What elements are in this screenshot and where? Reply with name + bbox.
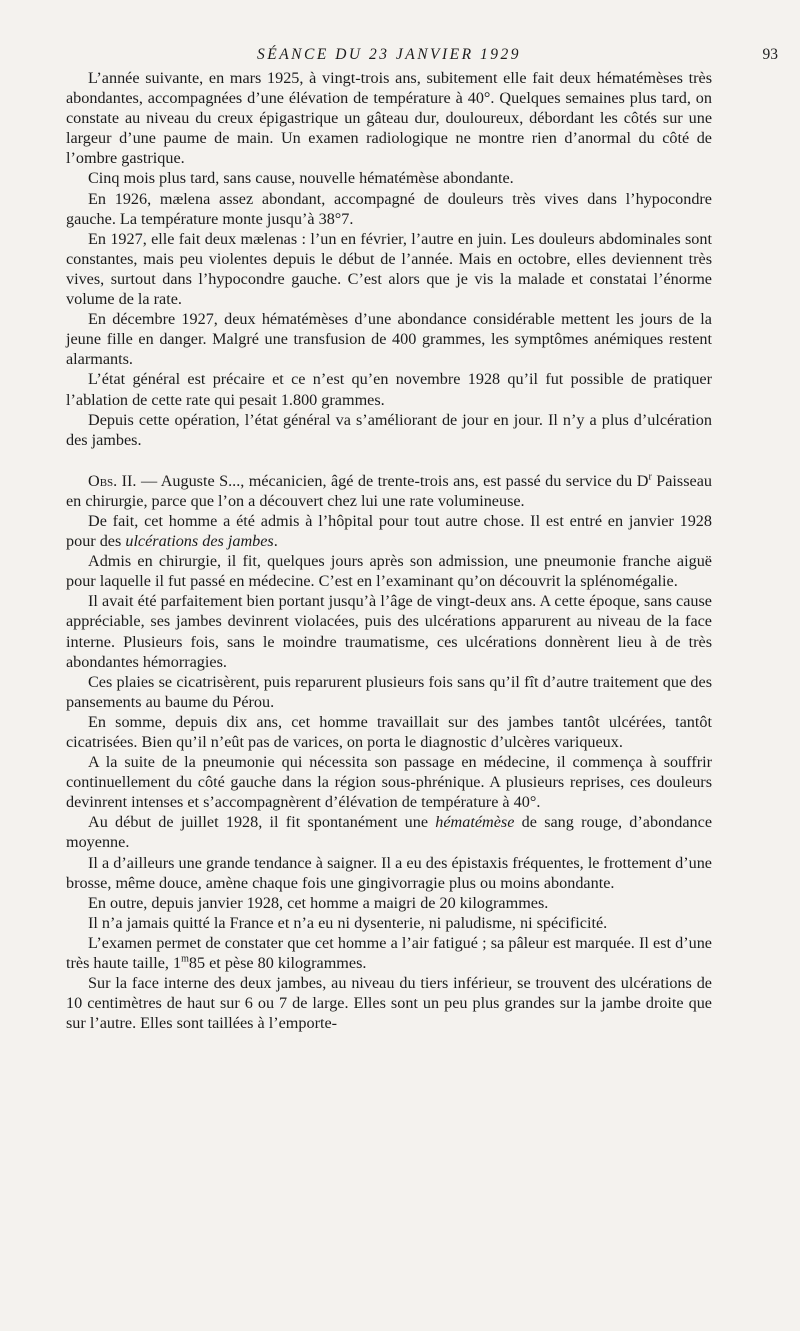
page-header xyxy=(66,36,778,68)
paragraph: En somme, depuis dix ans, cet homme travaillait sur des jambes tantôt ulcérées, tantôt cicatrisées. Bien qu’il n’eût pas de varices, on porta le diagnostic d’ulcères variqueux. xyxy=(66,712,712,751)
paragraph xyxy=(66,933,712,973)
observation-text-after: Paisseau en chirurgie, parce que l’on a découvert chez lui une rate volumineuse. xyxy=(66,471,712,510)
paragraph: Il avait été parfaitement bien portant jusqu’à l’âge de vingt-deux ans. A cette époque, sans cause appréciable, ses jambes devinrent violacées, puis des ulcérations apparurent au niveau de la face interne. Plusieurs fois, sans le moindre traumatisme, ces ulcérations donnèrent lieu à de très abondantes hémorragies. xyxy=(66,592,712,671)
text-run: 85 et pèse 80 kilogrammes. xyxy=(188,954,367,973)
page-number: 93 xyxy=(762,46,778,63)
text-run: De fait, cet homme a été admis à l’hôpital pour tout autre chose. Il est entré en janvier 1928 pour des xyxy=(66,511,712,551)
italic-term: hématémèse xyxy=(435,813,515,832)
body-text xyxy=(66,68,712,1033)
section-gap xyxy=(66,450,712,471)
paragraph: En 1927, elle fait deux mælenas : l’un en février, l’autre en juin. Les douleurs abdominales sont constantes, mais peu violentes depuis le début de l’année. Mais en octobre, elles deviennent très vives, surtout dans l’hypocondre gauche. C’est alors que je vis la malade et constatai l’énorme volume de la rate. xyxy=(66,229,712,309)
paragraph: L’état général est précaire et ce n’est qu’en novembre 1928 qu’il fut possible de pratiquer l’ablation de cette rate qui pesait 1.800 grammes. xyxy=(66,370,712,409)
paragraph: Cinq mois plus tard, sans cause, nouvelle hématémèse abondante. xyxy=(88,169,514,188)
paragraph: A la suite de la pneumonie qui nécessita son passage en médecine, il commença à souffrir continuellement du côté gauche dans la région sous-phrénique. A plusieurs reprises, ces douleurs devinrent intenses et s’accompagnèrent d’élévation de température à 40°. xyxy=(66,753,712,812)
unit-superscript: m xyxy=(181,953,189,965)
text-run: L’examen permet de constater que cet homme a l’air fatigué ; sa pâleur est marquée. Il est d’une très haute taille, 1 xyxy=(66,933,712,973)
paragraph xyxy=(66,812,712,852)
paragraph: Admis en chirurgie, il fit, quelques jours après son admission, une pneumonie franche aiguë pour laquelle il fut passé en médecine. C’est en l’examinant qu’on découvrit la splénomégalie. xyxy=(66,552,712,591)
running-title: SÉANCE DU 23 JANVIER 1929 xyxy=(257,46,521,63)
observation-paragraph xyxy=(66,471,712,511)
paragraph: L’année suivante, en mars 1925, à vingt-trois ans, subitement elle fait deux hématémèses très abondantes, accompagnées d’une élévation de température à 40°. Quelques semaines plus tard, on constate au niveau du creux épigastrique un gâteau dur, douloureux, débordant les côtés sur une largeur d’une paume de main. Un examen radiologique ne montre rien d’anormal du côté de l’ombre gastrique. xyxy=(66,69,712,168)
paragraph: Il n’a jamais quitté la France et n’a eu ni dysenterie, ni paludisme, ni spécificité. xyxy=(88,913,608,932)
paragraph: Ces plaies se cicatrisèrent, puis reparurent plusieurs fois sans qu’il fît d’autre traitement que des pansements au baume du Pérou. xyxy=(66,672,712,711)
paragraph: Depuis cette opération, l’état général va s’améliorant de jour en jour. Il n’y a plus d’ulcération des jambes. xyxy=(66,410,712,449)
paragraph: En décembre 1927, deux hématémèses d’une abondance considérable mettent les jours de la jeune fille en danger. Malgré une transfusion de 400 grammes, les symptômes anémiques restent alarmants. xyxy=(66,310,712,369)
doctor-abbrev-sup: r xyxy=(648,471,652,483)
text-run: de sang rouge, d’abondance moyenne. xyxy=(66,813,713,852)
paragraph: Il a d’ailleurs une grande tendance à saigner. Il a eu des épistaxis fréquentes, le frottement d’une brosse, même douce, amène chaque fois une gingivorragie plus ou moins abondante. xyxy=(66,853,712,892)
text-run: Au début de juillet 1928, il fit spontanément une xyxy=(88,813,436,832)
observation-text: — Auguste S..., mécanicien, âgé de trente-trois ans, est passé du service du xyxy=(136,471,637,490)
paragraph: En 1926, mælena assez abondant, accompagné de douleurs très vives dans l’hypocondre gauche. La température monte jusqu’à 38°7. xyxy=(66,189,712,228)
paragraph: Sur la face interne des deux jambes, au niveau du tiers inférieur, se trouvent des ulcérations de 10 centimètres de haut sur 6 ou 7 de large. Elles sont un peu plus grandes sur la jambe droite que sur l’autre. Elles sont taillées à l’emporte- xyxy=(66,974,712,1033)
paragraph: En outre, depuis janvier 1928, cet homme a maigri de 20 kilogrammes. xyxy=(88,893,549,912)
italic-term: ulcérations des jambes xyxy=(125,532,274,551)
observation-label: Obs. II. xyxy=(88,471,137,490)
paragraph xyxy=(66,511,712,551)
text-run: . xyxy=(273,532,278,551)
doctor-abbrev: D xyxy=(636,471,649,490)
